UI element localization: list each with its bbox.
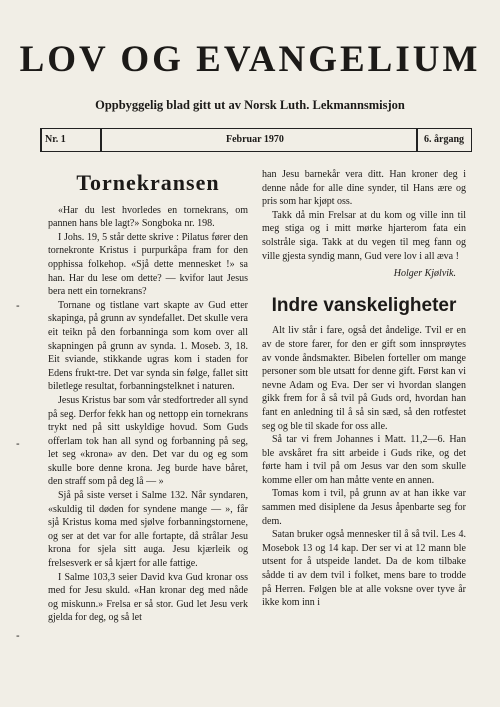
masthead-subtitle: Oppbyggelig blad gitt ut av Norsk Luth. Lekmannsmisjon <box>95 98 405 112</box>
article-paragraph: I Salme 103,3 seier David kva Gud kronar oss med for Jesu skuld. «Han kronar deg med nåde og miskunn.» Frelsa er så stor. Gud let Jesu verk gjelda for deg, og så let <box>48 571 248 624</box>
right-column <box>262 168 466 689</box>
author-signature: Holger Kjølvik. <box>393 268 456 280</box>
issue-number: Nr. 1 <box>45 134 66 145</box>
article-paragraph: Takk då min Frelsar at du kom og ville inn til meg stiga og i mitt mørke hjarterom fata ein solstråle siga. Takk at du vegen til meg fann og ville gjesta syndig mann, Gud vere lov i all æva ! <box>262 209 466 262</box>
left-column <box>48 168 248 689</box>
article-paragraph: Alt liv står i fare, også det åndelige. Tvil er en av de store farer, for den er gift som innsprøytes av vonde åndsmakter. Bibelen forteller om mange personer som ble utsatt for denne gift. Først kan vi nevne Adam og Eva. Der ser vi hvordan slangen gikk frem for å så tvil på Guds ord, hvordan han fant en anledning til å så sin sæd, så den rotfestet seg og ble til skade for oss alle. <box>262 325 466 432</box>
issue-volume: 6. årgang <box>424 134 464 145</box>
article-title-tornekransen: Tornekransen <box>76 170 220 195</box>
issue-date: Februar 1970 <box>226 134 284 145</box>
article-paragraph: «Har du lest hvorledes en tornekrans, om pannen hans ble lagt?» Songboka nr. 198. <box>48 204 248 230</box>
margin-mark: - <box>16 438 20 450</box>
issue-info-bar <box>40 128 472 152</box>
article-paragraph: I Johs. 19, 5 står dette skrive : Pilatus fører den tornekronte Kristus i purpurkåpa fram for den opphissa folkehop. «Sjå dette mennesket !» sa han. Har du lese om dette? — kvifor laut Jesus bera nett ein tornekrans? <box>48 231 248 298</box>
margin-mark: - <box>16 300 20 312</box>
article-paragraph: Tomas kom i tvil, på grunn av at han ikke var sammen med disiplene da Jesus åpenbarte seg for dem. <box>262 488 466 527</box>
article-paragraph: Jesus Kristus bar som vår stedfortreder all synd på seg. Derfor fekk han og nettopp ein tornekrans trykt ned på sitt uskyldige hovud. Som Guds offerlam tok han all synd og forbanning på seg, let seg «krona» av den. Det var du og eg som skulle bore denne krona. Jeg burde have båret, den straff som på deg lå — » <box>48 394 248 488</box>
masthead-title: LOV OG EVANGELIUM <box>19 39 481 80</box>
article-paragraph: Satan bruker også mennesker til å så tvil. Les 4. Mosebok 13 og 14 kap. Der ser vi at 12 mann ble utsent for å utspeide landet. Da de kom tilbake sådde ti av dem tvil i folket, mens bare to trodde på Herren. Følgen ble at alle voksne over tyve år ikke kom inn i <box>262 529 466 609</box>
article-paragraph: Så tar vi frem Johannes i Matt. 11,2—6. Han ble avskåret fra sitt arbeide i Guds rike, og det førte ham i tvil på om Jesus var den som skulle komme eller om han måtte vente en annen. <box>262 434 466 486</box>
margin-mark: - <box>16 630 20 642</box>
article-paragraph: Sjå på siste verset i Salme 132. Når syndaren, «skuldig til døden for syndene mange — », får sjå Kristus koma med sjølve forbanningstornene, og ser at det var for alle fortapte, då strålar Jesu krona for sjela sitt auga. Jesu kjærleik og frelsesverk er så kjært for alle fattige. <box>48 490 248 570</box>
article-paragraph: han Jesu barnekår vera ditt. Han kroner deg i denne nåde for alle dine synder, til Hans ære og pris som har kjøpt oss. <box>262 169 466 208</box>
article-paragraph: Tornane og tistlane vart skapte av Gud etter skapinga, på grunn av syndefallet. Det skulle vera eit teikn på den forbanninga som kom over all skapningen på grunn av synda. 1. Moseb. 3, 18. Eit sviande, stikkande ugras kom i staden for Edens frukt-tre. Det var synda sin følge, fallet sitt biletlege resultat, forbanningstelknet i naturen. <box>48 299 248 393</box>
article-title-indre-vanskeligheter: Indre vanskeligheter <box>271 294 457 316</box>
